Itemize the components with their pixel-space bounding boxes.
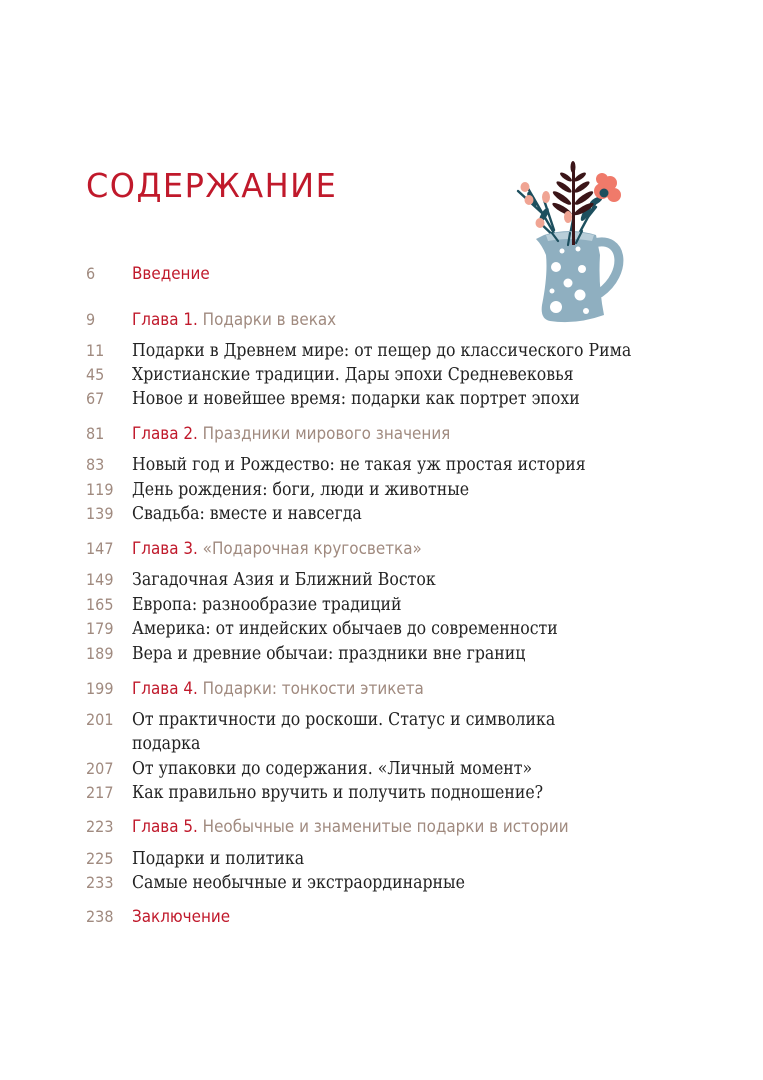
page-number: 223	[86, 817, 114, 836]
conclusion-label: Заключение	[132, 907, 231, 926]
page-number: 199	[86, 679, 114, 698]
section-title: Свадьба: вместе и навсегда	[132, 504, 362, 524]
page-number: 67	[86, 389, 105, 408]
page-number: 119	[86, 480, 114, 499]
page-number: 165	[86, 595, 114, 614]
page-number: 233	[86, 873, 114, 892]
section-title: День рождения: боги, люди и животные	[132, 480, 470, 500]
section-title: Новый год и Рождество: не такая уж простая история	[132, 455, 586, 475]
chapter-label: Глава 4.	[132, 679, 198, 698]
toc-section[interactable]	[86, 502, 387, 526]
toc-section[interactable]	[86, 757, 577, 781]
toc-chapter-3[interactable]	[86, 539, 447, 563]
toc-section[interactable]	[86, 568, 469, 592]
page-number: 81	[86, 424, 105, 443]
chapter-title: Подарки: тонкости этикета	[202, 679, 424, 698]
chapter-title: Праздники мирового значения	[202, 424, 451, 443]
section-title: Вера и древние обычаи: праздники вне границ	[132, 644, 526, 664]
page-number: 9	[86, 310, 96, 329]
section-title: Новое и новейшее время: подарки как портрет эпохи	[132, 389, 580, 409]
toc-chapter-4[interactable]	[86, 679, 449, 703]
page-number: 225	[86, 849, 114, 868]
page-number: 147	[86, 539, 114, 558]
toc-chapter-5[interactable]	[86, 817, 607, 841]
section-title: Америка: от индейских обычаев до современности	[132, 619, 558, 639]
toc-section[interactable]	[86, 847, 323, 871]
toc-section[interactable]	[86, 478, 507, 502]
page-number: 238	[86, 907, 114, 926]
section-title: Христианские традиции. Дары эпохи Средневековья	[132, 365, 574, 385]
chapter-title: «Подарочная кругосветка»	[202, 539, 422, 558]
toc-section[interactable]	[86, 871, 502, 895]
intro-label: Введение	[132, 264, 210, 283]
toc-section[interactable]	[86, 593, 431, 617]
chapter-label: Глава 5.	[132, 817, 198, 836]
page-number: 83	[86, 455, 105, 474]
page-number: 189	[86, 644, 114, 663]
chapter-label: Глава 1.	[132, 310, 198, 329]
section-title: Загадочная Азия и Ближний Восток	[132, 570, 436, 590]
page-number: 11	[86, 341, 105, 360]
toc-intro[interactable]	[86, 264, 216, 288]
section-title: Как правильно вручить и получить подношение?	[132, 783, 544, 803]
chapter-label: Глава 2.	[132, 424, 198, 443]
toc-section[interactable]	[86, 781, 589, 805]
toc-section[interactable]	[86, 363, 623, 387]
page-number: 217	[86, 783, 114, 802]
section-title: Подарки в Древнем мире: от пещер до классического Рима	[132, 341, 632, 361]
page-number: 139	[86, 504, 114, 523]
section-title: От практичности до роскоши. Статус и символика подарка	[132, 710, 556, 754]
toc-section[interactable]	[86, 617, 605, 641]
page-number: 207	[86, 759, 114, 778]
page-number: 6	[86, 264, 96, 283]
chapter-label: Глава 3.	[132, 539, 198, 558]
section-title: Европа: разнообразие традиций	[132, 595, 402, 615]
toc-section[interactable]	[86, 339, 687, 363]
section-title: Подарки и политика	[132, 849, 305, 869]
chapter-title: Необычные и знаменитые подарки в истории	[202, 817, 569, 836]
toc-section[interactable]	[86, 708, 652, 756]
toc-section[interactable]	[86, 642, 569, 666]
chapter-title: Подарки в веках	[202, 310, 337, 329]
page-title: СОДЕРЖАНИЕ	[86, 166, 338, 205]
toc-chapter-2[interactable]	[86, 424, 478, 448]
page-number: 201	[86, 710, 114, 729]
flower-vase-illustration	[496, 155, 636, 330]
page-number: 179	[86, 619, 114, 638]
section-title: От упаковки до содержания. «Личный момент»	[132, 759, 533, 779]
toc-section[interactable]	[86, 387, 630, 411]
section-title: Самые необычные и экстраординарные	[132, 873, 465, 893]
page-number: 45	[86, 365, 105, 384]
page-number: 149	[86, 570, 114, 589]
toc-chapter-1[interactable]	[86, 310, 354, 334]
toc-section[interactable]	[86, 453, 636, 477]
toc-conclusion[interactable]	[86, 907, 239, 931]
